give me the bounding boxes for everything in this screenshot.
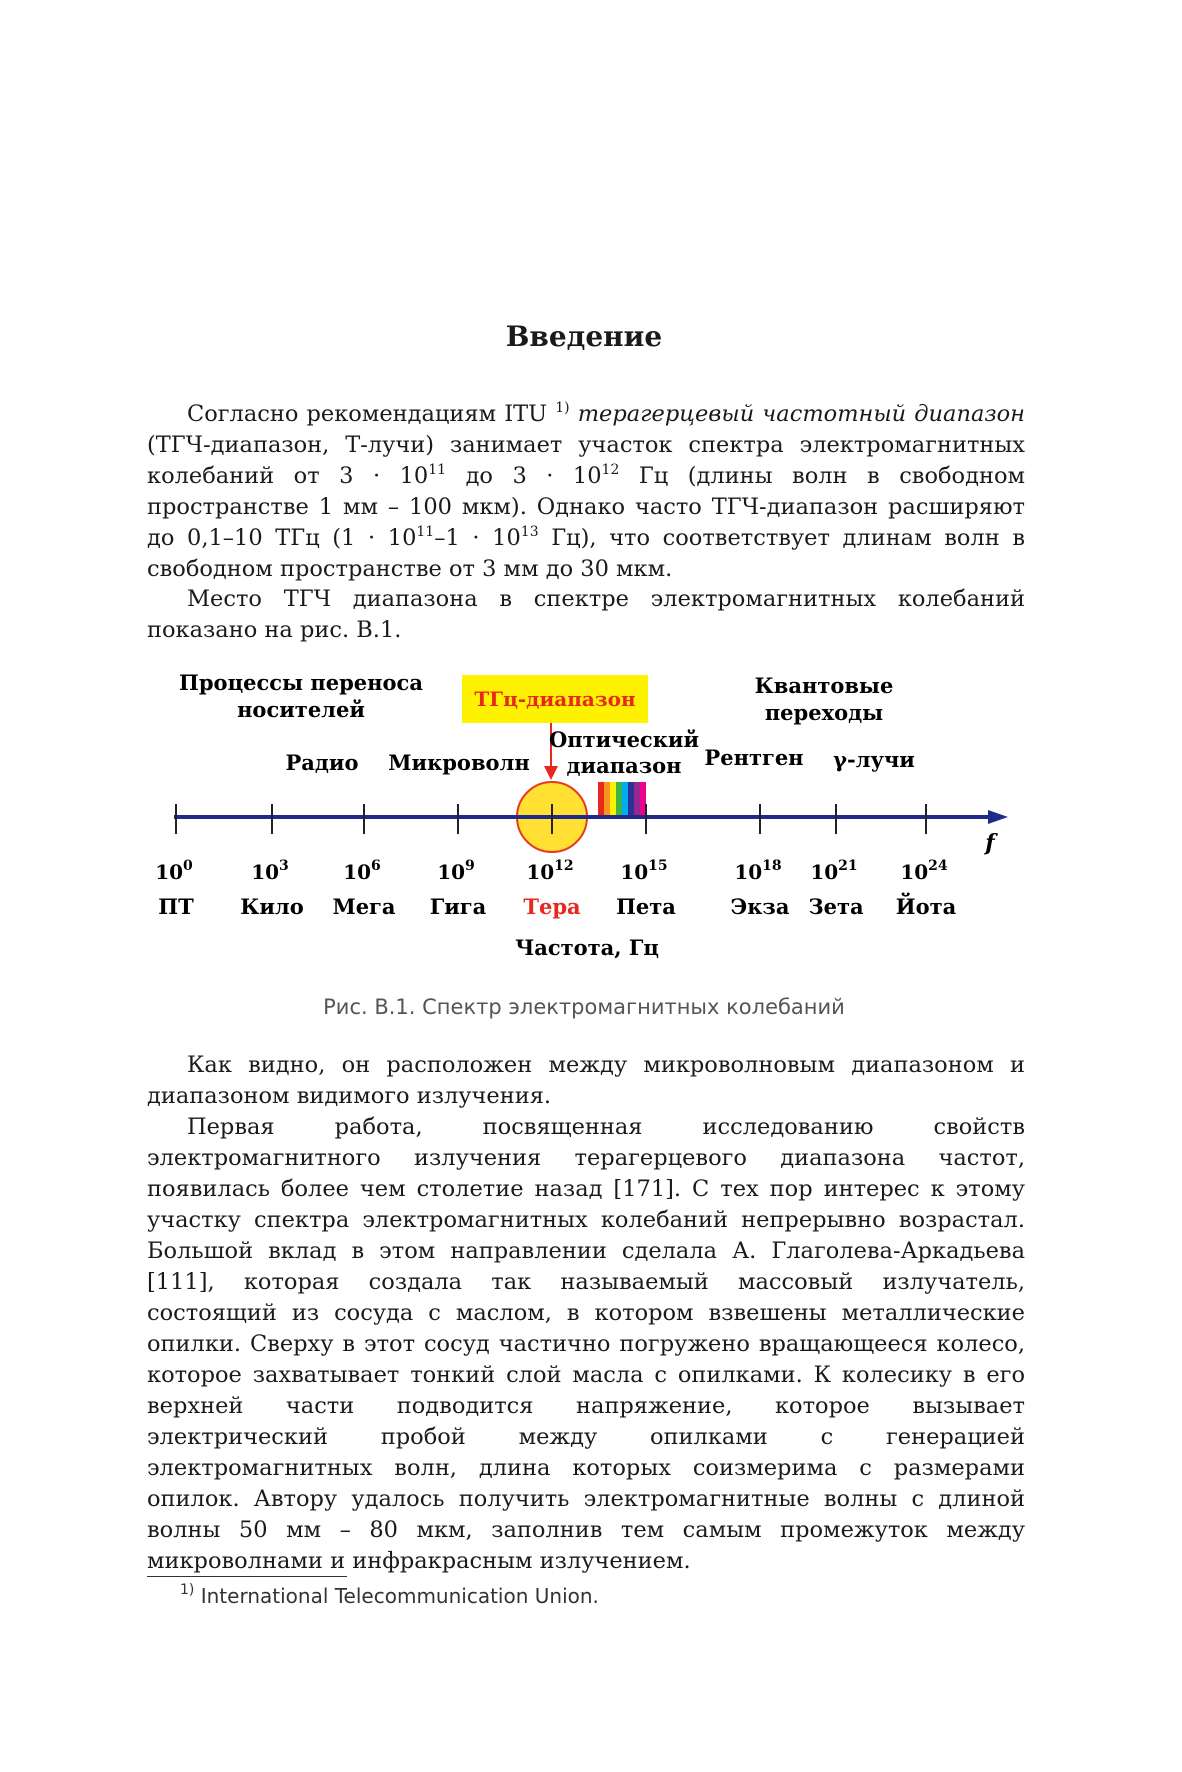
tick-prefix: ПТ bbox=[158, 894, 194, 919]
tick-prefix: Гига bbox=[429, 894, 487, 919]
band-optical-line1: Оптический bbox=[548, 727, 700, 752]
page-title: Введение bbox=[505, 320, 663, 353]
tick-label: $10^0$ bbox=[155, 858, 193, 884]
band-gamma: γ-лучи bbox=[833, 747, 915, 772]
spectrum-band bbox=[610, 782, 616, 817]
band-radio: Радио bbox=[285, 750, 359, 775]
footnote-ref[interactable]: 1) bbox=[555, 400, 570, 416]
tick-label: $10^3$ bbox=[251, 858, 289, 884]
optical-spectrum-bars bbox=[598, 782, 646, 817]
band-microwave: Микроволн bbox=[388, 750, 530, 775]
footnote-text: International Telecommunication Union. bbox=[200, 1584, 599, 1608]
spectrum-band bbox=[634, 782, 640, 817]
p1-text-d: Гц (длины волн в свободном пространстве 1 мм – 100 мкм). Однако часто ТГЧ-диапазон расширяют до 0,1–10 ТГц (1 · 10 bbox=[147, 463, 1026, 551]
spectrum-band bbox=[604, 782, 610, 817]
exponent: 13 bbox=[520, 524, 539, 540]
thz-label: ТГц-диапазон bbox=[474, 687, 636, 711]
band-xray: Рентген bbox=[704, 745, 804, 770]
tick-label: $10^{15}$ bbox=[620, 858, 668, 884]
spectrum-band bbox=[598, 782, 604, 817]
tick-label: $10^{21}$ bbox=[810, 858, 858, 884]
axis-arrowhead bbox=[988, 810, 1008, 824]
footnote-mark: 1) bbox=[180, 1582, 195, 1598]
exponent: 12 bbox=[601, 462, 620, 478]
spectrum-band bbox=[628, 782, 634, 817]
spectrum-band bbox=[622, 782, 628, 817]
tick-prefix: Зета bbox=[808, 894, 864, 919]
tick-label: $10^9$ bbox=[437, 858, 475, 884]
paragraph-4: Первая работа, посвященная исследованию свойств электромагнитного излучения терагерцевого диапазона частот, появилась более чем столетие назад [171]. С тех пор интерес к этому участку спектра электромагнитных колебаний непрерывно возрастал. Большой вклад в этом направлении сделала А. Глаголева-Аркадьева [111], которая создала так называемый массовый излучатель, состоящий из сосуда с маслом, в котором взвешены металлические опилки. Сверху в этот сосуд частично погружено вращающееся колесо, которое захватывает тонкий слой масла с опилками. К колесику в его верхней части подводится напряжение, которое вызывает электрический пробой между опилками с генерацией электромагнитных волн, длина которых соизмерима с размерами опилок. Автору удалось получить электромагнитные волны с длиной волны 50 мм – 80 мкм, заполнив тем самым промежуток между микроволнами и инфракрасным излучением. bbox=[147, 1114, 1025, 1574]
quantum-label-line1: Квантовые bbox=[754, 673, 894, 698]
tick-prefix: Кило bbox=[240, 894, 304, 919]
tick-label: $10^6$ bbox=[343, 858, 381, 884]
carrier-label-line1: Процессы переноса bbox=[179, 670, 423, 695]
paragraph-3: Как видно, он расположен между микроволновым диапазоном и диапазоном видимого излучения. bbox=[147, 1052, 1025, 1109]
tick-prefix: Йота bbox=[895, 894, 957, 919]
tick-label: $10^{24}$ bbox=[900, 858, 948, 884]
footnote-divider bbox=[147, 1576, 347, 1577]
figure-caption: Рис. В.1. Спектр электромагнитных колебаний bbox=[323, 995, 845, 1019]
exponent: 11 bbox=[416, 524, 435, 540]
spectrum-band bbox=[616, 782, 622, 817]
p1-text-a: Согласно рекомендациям ITU bbox=[187, 401, 548, 427]
axis-symbol: f bbox=[985, 830, 995, 856]
p1-text-b: (ТГЧ-диапазон, Т-лучи) занимает участок спектра электромагнитных колебаний от 3 · 10 bbox=[147, 432, 1025, 489]
carrier-label-line2: носителей bbox=[237, 697, 365, 722]
tick-label: $10^{18}$ bbox=[734, 858, 782, 884]
paragraph-1 bbox=[147, 399, 1025, 585]
band-labels bbox=[286, 727, 915, 778]
tick-prefix: Тера bbox=[523, 894, 581, 919]
axis-title: Частота, Гц bbox=[515, 935, 659, 960]
p1-text-c: до 3 · 10 bbox=[465, 463, 602, 489]
tick-prefix: Экза bbox=[730, 894, 790, 919]
footnote bbox=[180, 1584, 599, 1608]
spectrum-figure bbox=[0, 660, 1182, 980]
exponent: 11 bbox=[428, 462, 447, 478]
quantum-label-line2: переходы bbox=[764, 700, 884, 725]
tick-label: $10^{12}$ bbox=[526, 858, 574, 884]
thz-arrow-head bbox=[544, 766, 558, 780]
p1-term: терагерцевый частотный диапазон bbox=[577, 401, 1025, 427]
tick-prefix: Пета bbox=[616, 894, 676, 919]
tick-prefix: Мега bbox=[332, 894, 396, 919]
p1-text-f: Гц), что соответствует длинам волн в свободном пространстве от 3 мм до 30 мкм. bbox=[147, 525, 1025, 582]
p1-text-e: –1 · 10 bbox=[434, 525, 521, 551]
frequency-axis bbox=[174, 810, 1008, 856]
band-optical-line2: диапазон bbox=[566, 753, 682, 778]
paragraph-2: Место ТГЧ диапазона в спектре электромагнитных колебаний показано на рис. В.1. bbox=[147, 586, 1025, 643]
